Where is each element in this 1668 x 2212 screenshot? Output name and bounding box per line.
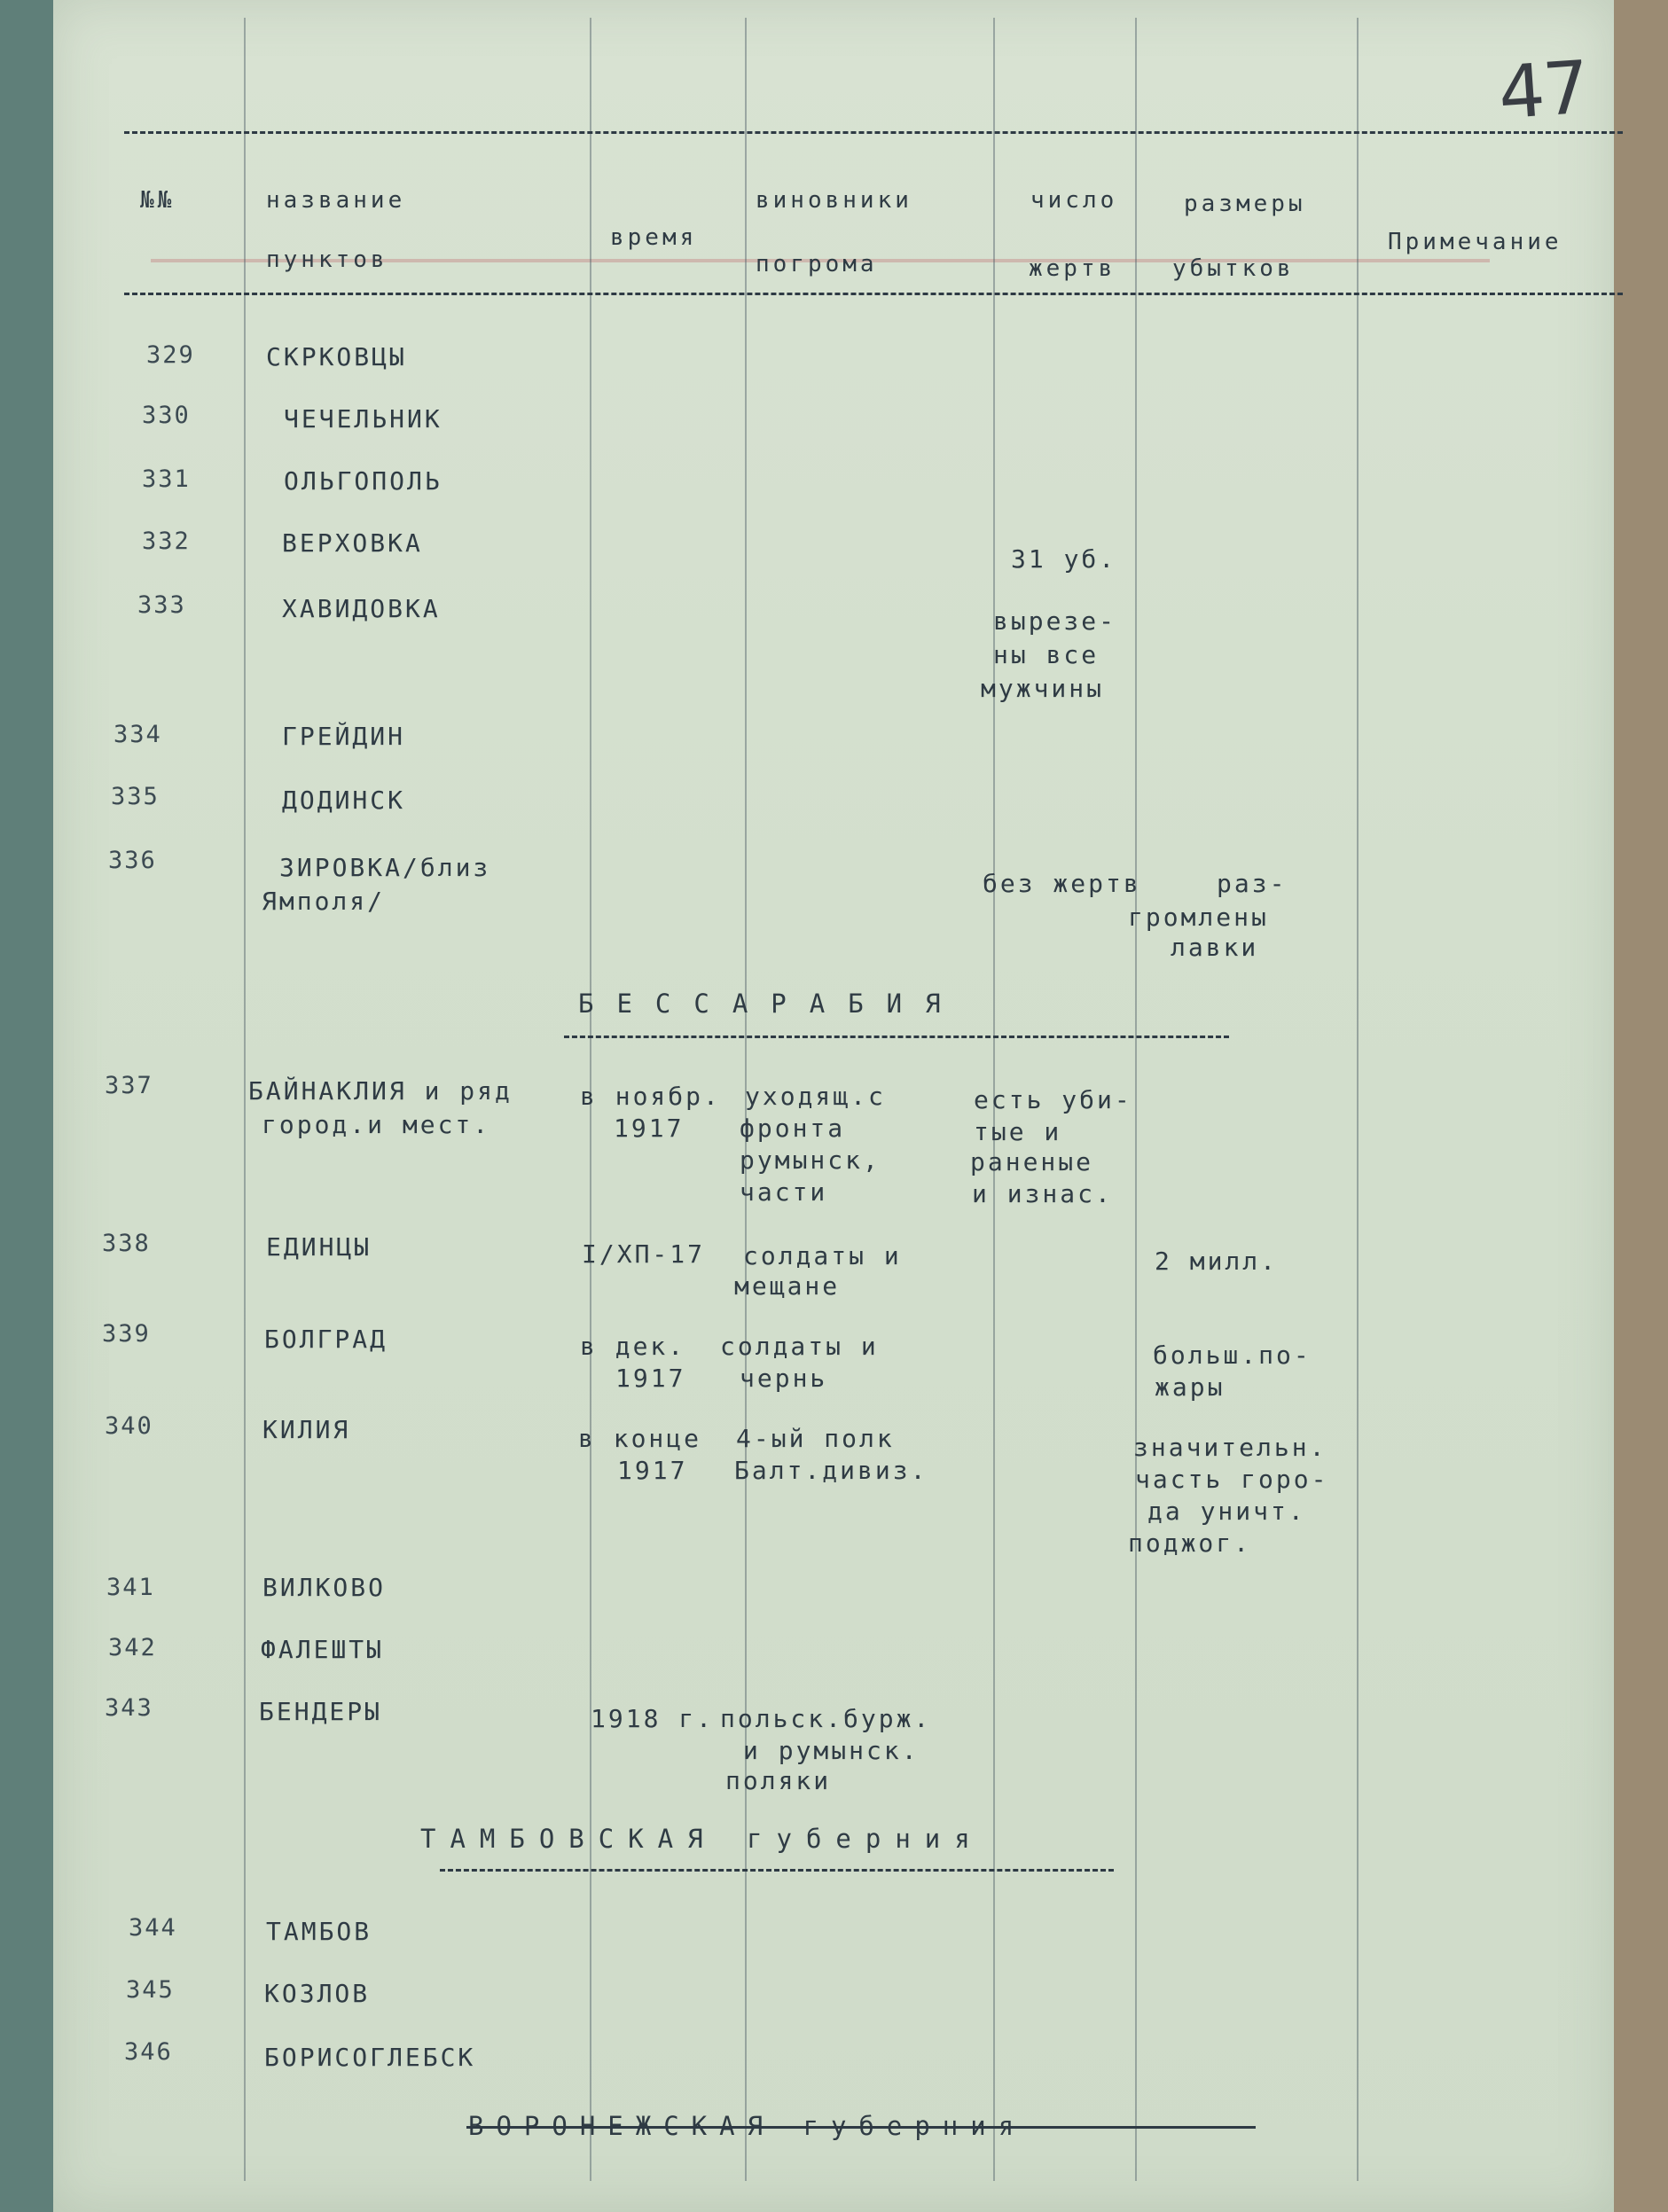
place-name: БОЛГРАД bbox=[264, 1325, 388, 1354]
victims-count: ны все bbox=[993, 640, 1100, 669]
culprits: уходящ.с bbox=[745, 1082, 886, 1111]
culprits: румынск, bbox=[740, 1145, 881, 1175]
place-name: Ямполя/ bbox=[262, 887, 386, 916]
place-name: БЕНДЕРЫ bbox=[259, 1697, 383, 1726]
header-col-victims-1: число bbox=[1030, 187, 1118, 214]
place-name: СКРКОВЦЫ bbox=[266, 342, 407, 371]
section-underline bbox=[564, 1036, 1229, 1038]
place-name: КОЗЛОВ bbox=[264, 1979, 371, 2008]
damage: поджог. bbox=[1128, 1528, 1252, 1558]
row-number: 329 bbox=[146, 341, 195, 369]
header-col-victims-2: жертв bbox=[1029, 255, 1116, 282]
place-name: КИЛИЯ bbox=[262, 1415, 351, 1444]
header-col-damage-1: размеры bbox=[1184, 191, 1306, 217]
place-name: ЗИРОВКА/близ bbox=[279, 853, 491, 882]
place-name: ГРЕЙДИН bbox=[282, 722, 406, 751]
culprits: солдаты и bbox=[720, 1332, 879, 1361]
victims-count: есть уби- bbox=[974, 1085, 1132, 1114]
culprits: 4-ый полк bbox=[736, 1424, 895, 1453]
pogrom-time: 1917 bbox=[614, 1114, 685, 1143]
place-name: ЧЕЧЕЛЬНИК bbox=[284, 404, 442, 434]
pogrom-time: 1918 г. bbox=[591, 1704, 715, 1733]
place-name: ОЛЬГОПОЛЬ bbox=[284, 466, 442, 496]
row-number: 335 bbox=[111, 783, 160, 810]
culprits: поляки bbox=[725, 1766, 832, 1795]
header-col-name-1: название bbox=[266, 187, 406, 214]
header-col-damage-2: убытков bbox=[1172, 255, 1295, 282]
row-number: 344 bbox=[129, 1914, 177, 1942]
victims-count: тые и bbox=[974, 1117, 1062, 1146]
culprits: чернь bbox=[740, 1364, 828, 1393]
header-col-num: №№ bbox=[140, 187, 176, 214]
row-number: 342 bbox=[108, 1634, 157, 1661]
row-number: 341 bbox=[106, 1574, 155, 1601]
scan-left-edge bbox=[0, 0, 53, 2212]
place-name: ТАМБОВ bbox=[266, 1917, 372, 1946]
column-divider bbox=[1357, 18, 1359, 2181]
strikethrough-line bbox=[466, 2126, 1256, 2129]
damage: 2 милл. bbox=[1155, 1247, 1279, 1276]
pogrom-time: в ноябр. bbox=[580, 1082, 721, 1111]
place-name: ВЕРХОВКА bbox=[282, 528, 423, 558]
row-number: 339 bbox=[102, 1320, 151, 1348]
damage: жары bbox=[1155, 1372, 1226, 1402]
header-col-time: время bbox=[610, 224, 698, 251]
row-number: 331 bbox=[142, 465, 191, 493]
section-underline bbox=[440, 1869, 1114, 1872]
place-name: город.и мест. bbox=[262, 1110, 491, 1139]
header-col-culprits-1: виновники bbox=[756, 187, 912, 214]
page-number: 47 bbox=[1495, 45, 1591, 137]
column-divider bbox=[1135, 18, 1137, 2181]
scan-right-edge bbox=[1614, 0, 1668, 2212]
row-number: 346 bbox=[124, 2038, 173, 2066]
header-col-culprits-2: погрома bbox=[756, 251, 878, 277]
pogrom-time: в конце bbox=[578, 1424, 702, 1453]
header-top-rule bbox=[124, 131, 1623, 134]
culprits: фронта bbox=[740, 1114, 846, 1143]
row-number: 338 bbox=[102, 1230, 151, 1257]
culprits: мещане bbox=[734, 1271, 841, 1301]
row-number: 345 bbox=[126, 1976, 175, 2004]
victims-count: мужчины bbox=[981, 674, 1105, 703]
victims-count: без жертв bbox=[983, 869, 1141, 898]
pogrom-time: в дек. bbox=[580, 1332, 686, 1361]
section-title-bessarabia: БЕССАРАБИЯ bbox=[578, 989, 964, 1019]
damage: значительн. bbox=[1133, 1433, 1327, 1462]
place-name: ЕДИНЦЫ bbox=[266, 1232, 372, 1262]
row-number: 336 bbox=[108, 847, 157, 874]
victims-count: вырезе- bbox=[993, 606, 1117, 636]
place-name: БОРИСОГЛЕБСК bbox=[264, 2043, 476, 2072]
culprits: и румынск. bbox=[743, 1736, 920, 1765]
damage: раз- bbox=[1217, 869, 1288, 898]
place-name: ФАЛЕШТЫ bbox=[261, 1635, 385, 1664]
row-number: 334 bbox=[114, 721, 162, 748]
damage: больш.по- bbox=[1153, 1340, 1312, 1370]
culprits: Балт.дивиз. bbox=[734, 1456, 928, 1485]
row-number: 340 bbox=[105, 1412, 153, 1440]
place-name: ДОДИНСК bbox=[282, 786, 406, 815]
column-divider bbox=[244, 18, 246, 2181]
culprits: части bbox=[740, 1177, 828, 1207]
damage: да уничт. bbox=[1147, 1497, 1306, 1526]
row-number: 343 bbox=[105, 1694, 153, 1722]
pogrom-time: 1917 bbox=[615, 1364, 686, 1393]
place-name: БАЙНАКЛИЯ и ряд bbox=[248, 1076, 513, 1106]
section-title-tambov: ТАМБОВСКАЯ губерния bbox=[420, 1824, 984, 1854]
row-number: 337 bbox=[105, 1072, 153, 1099]
section-title-voronezh: ВОРОНЕЖСКАЯ губерния bbox=[468, 2111, 1027, 2141]
damage: громлены bbox=[1128, 903, 1269, 932]
row-number: 333 bbox=[137, 591, 186, 619]
place-name: ХАВИДОВКА bbox=[282, 594, 441, 623]
place-name: ВИЛКОВО bbox=[262, 1573, 387, 1602]
culprits: польск.бурж. bbox=[720, 1704, 932, 1733]
victims-count: 31 уб. bbox=[1011, 544, 1117, 574]
pogrom-time: 1917 bbox=[617, 1456, 688, 1485]
victims-count: и изнас. bbox=[972, 1179, 1113, 1208]
damage: лавки bbox=[1171, 933, 1259, 962]
header-col-name-2: пунктов bbox=[266, 246, 388, 273]
header-col-note: Примечание bbox=[1388, 229, 1562, 255]
victims-count: раненые bbox=[970, 1147, 1094, 1176]
culprits: солдаты и bbox=[743, 1241, 902, 1270]
row-number: 332 bbox=[142, 528, 191, 555]
header-bottom-rule bbox=[124, 293, 1623, 295]
damage: часть горо- bbox=[1135, 1465, 1329, 1494]
row-number: 330 bbox=[142, 402, 191, 429]
pogrom-time: I/ХП-17 bbox=[582, 1239, 706, 1269]
